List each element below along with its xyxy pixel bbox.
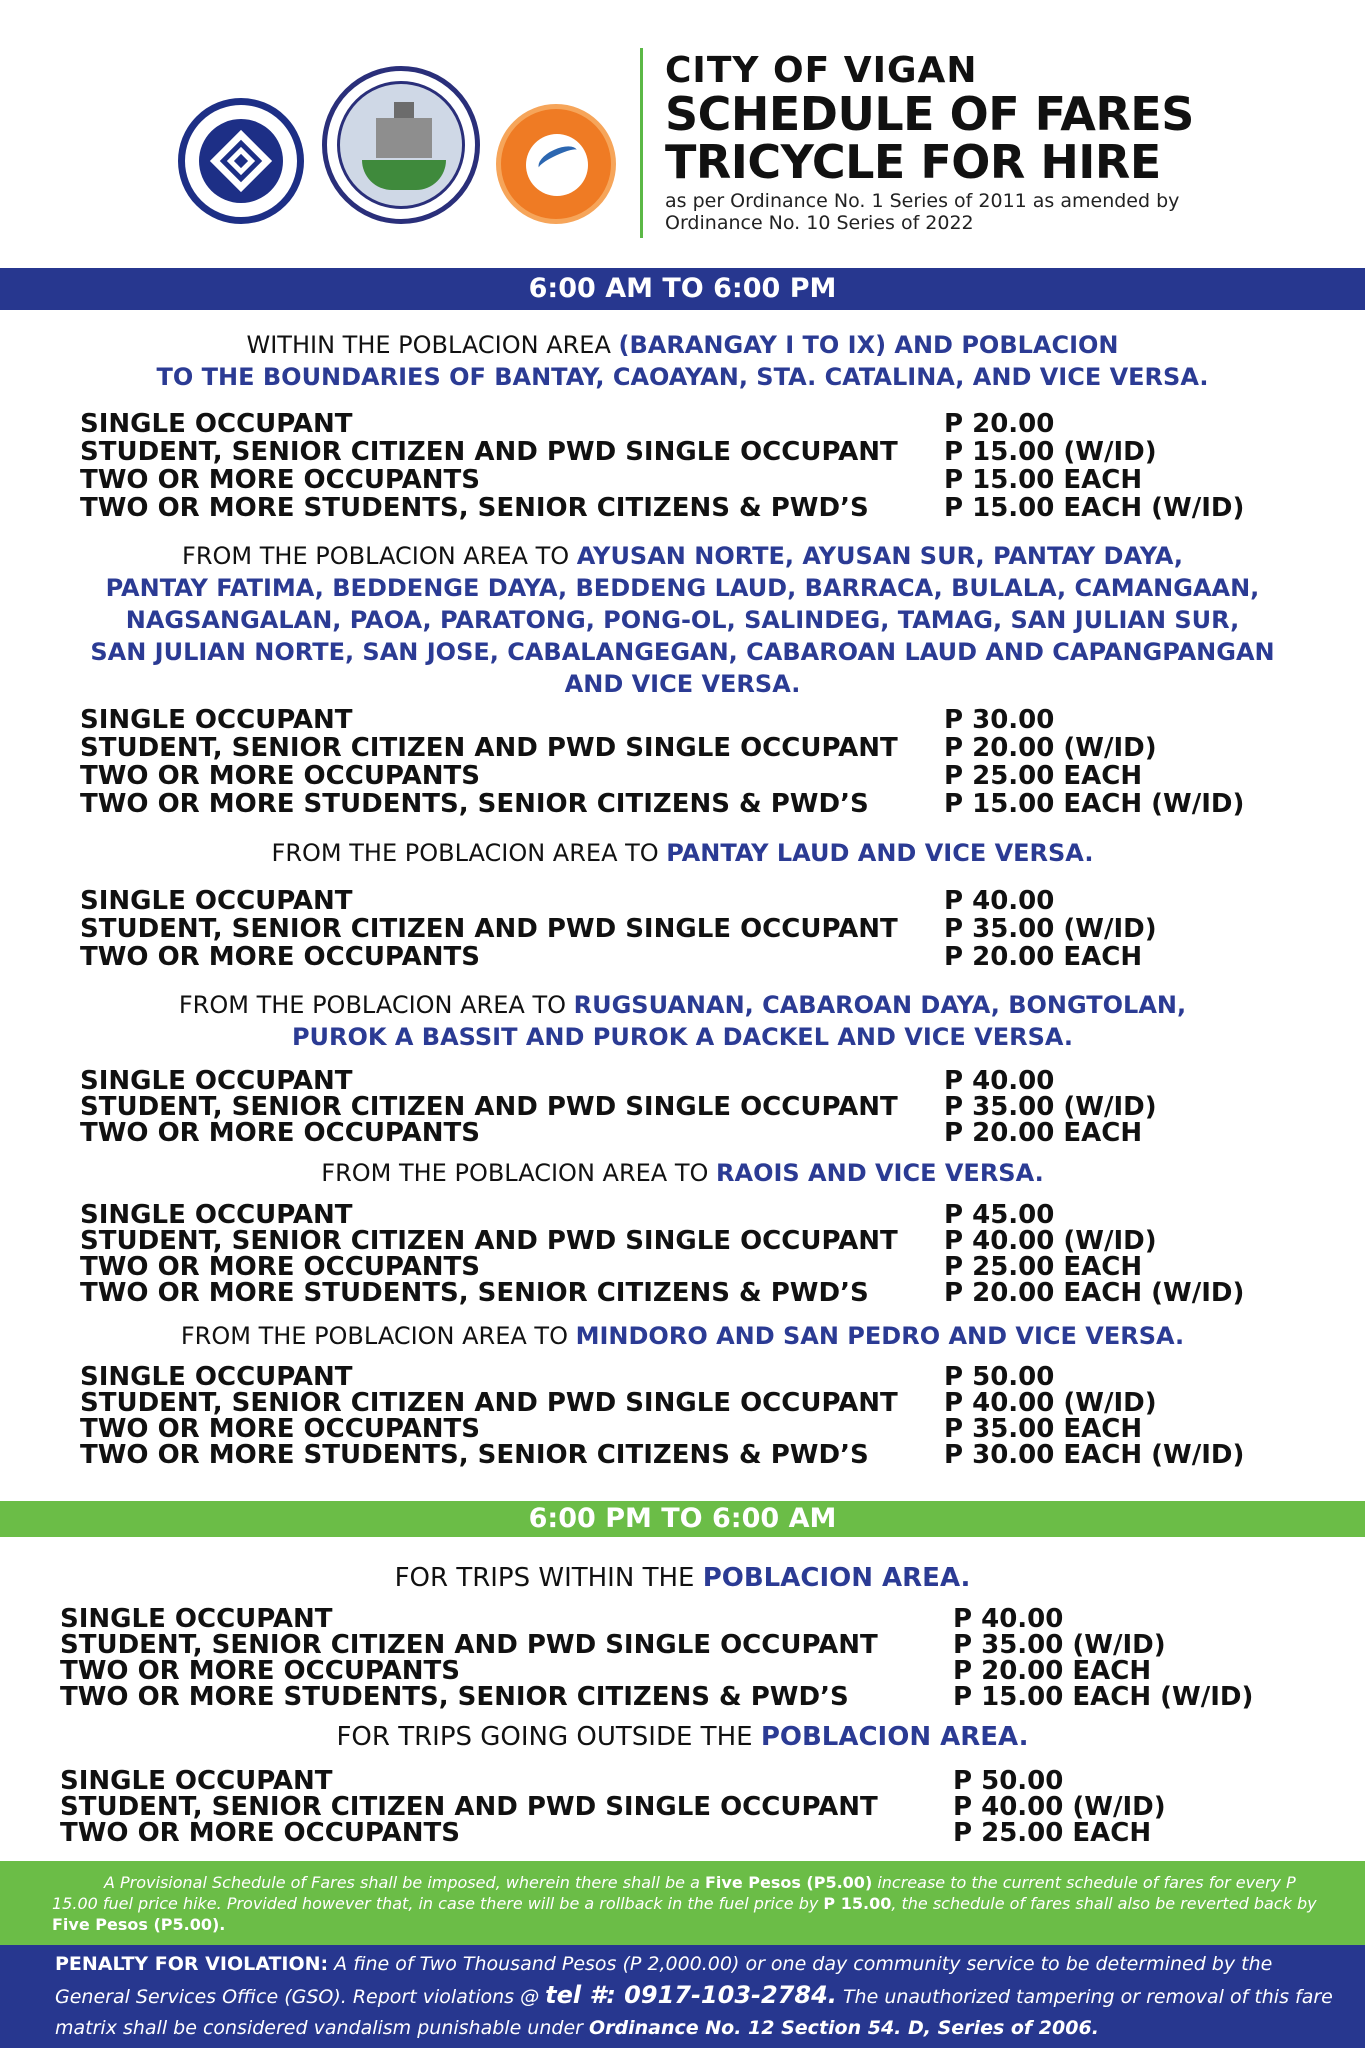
fare-amount: P 40.00	[944, 886, 1055, 916]
fare-label: STUDENT, SENIOR CITIZEN AND PWD SINGLE OCCUPANT	[80, 1226, 898, 1256]
fare-row	[60, 1630, 1300, 1660]
fare-label: STUDENT, SENIOR CITIZEN AND PWD SINGLE OCCUPANT	[80, 1092, 898, 1122]
fare-row	[60, 1656, 1300, 1686]
fare-label: STUDENT, SENIOR CITIZEN AND PWD SINGLE OCCUPANT	[60, 1792, 878, 1822]
fare-row	[60, 1792, 1300, 1822]
fare-row	[80, 733, 1280, 761]
fare-amount: P 35.00 (W/ID)	[944, 1092, 1157, 1122]
route-highlight: POBLACION AREA.	[760, 1722, 1029, 1752]
night-schedule-band: 6:00 PM TO 6:00 AM	[0, 1501, 1365, 1537]
route-highlight: RAOIS AND VICE VERSA.	[716, 1159, 1044, 1187]
fare-amount: P 35.00 (W/ID)	[944, 914, 1157, 944]
fare-row	[60, 1766, 1300, 1796]
fare-label: STUDENT, SENIOR CITIZEN AND PWD SINGLE OCCUPANT	[60, 1630, 878, 1660]
fare-row	[80, 1440, 1280, 1470]
fare-amount: P 40.00 (W/ID)	[944, 1226, 1157, 1256]
fare-amount: P 20.00 EACH	[944, 942, 1143, 972]
fare-amount: P 40.00	[944, 1066, 1055, 1096]
fare-list	[80, 886, 1280, 970]
route-title-night-within	[40, 1562, 1325, 1594]
header	[0, 0, 1365, 262]
day-schedule-band: 6:00 AM TO 6:00 PM	[0, 268, 1365, 310]
fare-amount: P 50.00	[953, 1766, 1064, 1796]
route-highlight: PANTAY LAUD AND VICE VERSA.	[666, 839, 1094, 867]
ordinance-line-1: as per Ordinance No. 1 Series of 2011 as amended by	[665, 190, 1180, 212]
fare-label: TWO OR MORE STUDENTS, SENIOR CITIZENS & PWD’S	[80, 789, 869, 819]
fare-row	[80, 1414, 1280, 1444]
penalty-heading: PENALTY FOR VIOLATION:	[55, 1953, 329, 1975]
penalty-ordinance: Ordinance No. 12 Section 54. D, Series of 2006.	[589, 2017, 1099, 2039]
fare-row	[80, 886, 1280, 914]
fare-label: SINGLE OCCUPANT	[80, 1066, 353, 1096]
city-of-vigan-seal-icon	[322, 66, 480, 224]
fare-list	[80, 1200, 1280, 1308]
fare-row	[60, 1604, 1300, 1634]
fare-amount: P 35.00 (W/ID)	[953, 1630, 1166, 1660]
route-prefix: WITHIN THE POBLACION AREA	[246, 331, 619, 359]
notice-text: A Provisional Schedule of Fares shall be imposed, wherein there shall be a	[104, 1873, 705, 1892]
fare-amount: P 40.00 (W/ID)	[944, 1388, 1157, 1418]
fare-amount: P 25.00 EACH	[953, 1818, 1152, 1848]
route-highlight: PANTAY FATIMA, BEDDENGE DAYA, BEDDENG LAUD, BARRACA, BULALA, CAMANGAAN,	[105, 574, 1260, 602]
route-highlight: RUGSUANAN, CABAROAN DAYA, BONGTOLAN,	[573, 991, 1187, 1019]
fare-label: TWO OR MORE OCCUPANTS	[60, 1656, 460, 1686]
world-heritage-logo-icon	[178, 98, 304, 224]
fare-label: SINGLE OCCUPANT	[60, 1604, 333, 1634]
fare-label: TWO OR MORE OCCUPANTS	[80, 761, 480, 791]
fare-label: TWO OR MORE OCCUPANTS	[60, 1818, 460, 1848]
route-title-night-outside	[40, 1721, 1325, 1753]
fare-amount: P 40.00	[953, 1604, 1064, 1634]
fare-amount: P 15.00 EACH (W/ID)	[944, 789, 1245, 819]
fare-amount: P 20.00	[944, 409, 1055, 439]
fare-label: TWO OR MORE STUDENTS, SENIOR CITIZENS & PWD’S	[80, 1278, 869, 1308]
notice-bold: Five Pesos (P5.00)	[704, 1873, 873, 1892]
route-prefix: FROM THE POBLACION AREA TO	[182, 542, 577, 570]
fare-label: TWO OR MORE OCCUPANTS	[80, 1252, 480, 1282]
fare-label: TWO OR MORE OCCUPANTS	[80, 942, 480, 972]
route-prefix: FROM THE POBLACION AREA TO	[321, 1159, 717, 1187]
route-title-pantay-laud	[40, 837, 1325, 869]
route-prefix: FROM THE POBLACION AREA TO	[271, 839, 667, 867]
fare-list	[80, 1066, 1280, 1148]
fare-amount: P 20.00 EACH	[944, 1118, 1143, 1148]
fare-label: STUDENT, SENIOR CITIZEN AND PWD SINGLE OCCUPANT	[80, 914, 898, 944]
fare-amount: P 15.00 (W/ID)	[944, 437, 1157, 467]
fare-amount: P 45.00	[944, 1200, 1055, 1230]
fare-row	[80, 493, 1280, 521]
route-prefix: FROM THE POBLACION AREA TO	[180, 1322, 576, 1350]
provisional-fare-notice	[0, 1861, 1365, 1945]
fare-label: STUDENT, SENIOR CITIZEN AND PWD SINGLE OCCUPANT	[80, 1388, 898, 1418]
fare-amount: P 25.00 EACH	[944, 761, 1143, 791]
penalty-text: The unauthorized tampering or removal of this fare matrix shall be considered vandalism punishable under	[55, 1986, 1333, 2039]
fare-label: SINGLE OCCUPANT	[60, 1766, 333, 1796]
fare-amount: P 30.00 EACH (W/ID)	[944, 1440, 1245, 1470]
route-highlight: AND VICE VERSA.	[564, 670, 801, 698]
report-phone-number: 0917-103-2784.	[615, 1981, 837, 2009]
fare-row	[80, 1252, 1280, 1282]
fare-label: SINGLE OCCUPANT	[80, 1362, 353, 1392]
fare-label: TWO OR MORE OCCUPANTS	[80, 1118, 480, 1148]
fare-row	[80, 1118, 1280, 1148]
route-title-outer-barangays	[40, 540, 1325, 700]
route-title-raois	[40, 1157, 1325, 1189]
route-highlight: PUROK A BASSIT AND PUROK A DACKEL AND VICE VERSA.	[291, 1023, 1074, 1051]
header-divider	[640, 48, 643, 238]
fare-list	[80, 705, 1280, 817]
notice-bold: P 15.00	[823, 1894, 892, 1913]
fare-list	[80, 1362, 1280, 1470]
notice-bold: Five Pesos (P5.00).	[52, 1915, 226, 1934]
fare-row	[80, 914, 1280, 942]
route-highlight: TO THE BOUNDARIES OF BANTAY, CAOAYAN, STA. CATALINA, AND VICE VERSA.	[156, 363, 1209, 391]
fare-row	[80, 465, 1280, 493]
notice-text: increase to the current schedule of fares for every P 15.00 fuel price hike. Provided however that, in case there will be a rollback in the fuel price by	[52, 1873, 1296, 1913]
fare-amount: P 50.00	[944, 1362, 1055, 1392]
fare-label: STUDENT, SENIOR CITIZEN AND PWD SINGLE OCCUPANT	[80, 437, 898, 467]
route-highlight: NAGSANGALAN, PAOA, PARATONG, PONG-OL, SALINDEG, TAMAG, SAN JULIAN SUR,	[125, 606, 1240, 634]
fare-amount: P 25.00 EACH	[944, 1252, 1143, 1282]
tel-label: tel #:	[545, 1981, 616, 2009]
penalty-text: A fine of Two Thousand Pesos (P 2,000.00) or one day community service to be determined by the General Services Office (GSO). Report violations @	[55, 1953, 1273, 2008]
route-title-poblacion	[40, 329, 1325, 393]
fare-label: SINGLE OCCUPANT	[80, 705, 353, 735]
fare-list	[60, 1604, 1300, 1712]
fare-label: TWO OR MORE OCCUPANTS	[80, 465, 480, 495]
fare-amount: P 40.00 (W/ID)	[953, 1792, 1166, 1822]
fare-amount: P 20.00 (W/ID)	[944, 733, 1157, 763]
route-prefix: FROM THE POBLACION AREA TO	[178, 991, 574, 1019]
ordinance-line-2: Ordinance No. 10 Series of 2022	[665, 212, 974, 234]
route-highlight: AYUSAN NORTE, AYUSAN SUR, PANTAY DAYA,	[576, 542, 1183, 570]
fare-row	[80, 409, 1280, 437]
fare-amount: P 35.00 EACH	[944, 1414, 1143, 1444]
fare-amount: P 20.00 EACH (W/ID)	[944, 1278, 1245, 1308]
new-7-wonder-city-logo-icon	[496, 104, 616, 224]
route-prefix: FOR TRIPS WITHIN THE	[394, 1563, 703, 1593]
fare-row	[80, 1362, 1280, 1392]
fare-row	[80, 1278, 1280, 1308]
fare-row	[80, 1226, 1280, 1256]
fare-row	[80, 1200, 1280, 1230]
fare-row	[80, 705, 1280, 733]
fare-row	[80, 942, 1280, 970]
fare-amount: P 15.00 EACH (W/ID)	[944, 493, 1245, 523]
title-line-1: SCHEDULE OF FARES	[665, 87, 1194, 141]
fare-amount: P 15.00 EACH	[944, 465, 1143, 495]
fare-row	[80, 1066, 1280, 1096]
fare-label: TWO OR MORE STUDENTS, SENIOR CITIZENS & PWD’S	[80, 1440, 869, 1470]
fare-amount: P 15.00 EACH (W/ID)	[953, 1682, 1254, 1712]
fare-list	[80, 409, 1280, 521]
fare-label: SINGLE OCCUPANT	[80, 886, 353, 916]
fare-amount: P 20.00 EACH	[953, 1656, 1152, 1686]
route-highlight: MINDORO AND SAN PEDRO AND VICE VERSA.	[575, 1322, 1185, 1350]
fare-label: TWO OR MORE STUDENTS, SENIOR CITIZENS & PWD’S	[80, 493, 869, 523]
route-title-rugsuanan	[40, 989, 1325, 1053]
route-prefix: FOR TRIPS GOING OUTSIDE THE	[336, 1722, 761, 1752]
city-title: CITY OF VIGAN	[665, 50, 978, 91]
fare-label: TWO OR MORE STUDENTS, SENIOR CITIZENS & PWD’S	[60, 1682, 849, 1712]
fare-row	[60, 1682, 1300, 1712]
title-line-2: TRICYCLE FOR HIRE	[665, 135, 1161, 189]
fare-list	[60, 1766, 1300, 1848]
title-block	[665, 52, 1355, 234]
notice-text: , the schedule of fares shall also be reverted back by	[891, 1894, 1317, 1913]
route-title-mindoro	[40, 1320, 1325, 1352]
fare-row	[60, 1818, 1300, 1848]
fare-label: TWO OR MORE OCCUPANTS	[80, 1414, 480, 1444]
fare-row	[80, 1092, 1280, 1122]
fare-label: SINGLE OCCUPANT	[80, 409, 353, 439]
fare-label: SINGLE OCCUPANT	[80, 1200, 353, 1230]
fare-row	[80, 437, 1280, 465]
route-highlight: POBLACION AREA.	[702, 1563, 971, 1593]
fare-row	[80, 1388, 1280, 1418]
fare-row	[80, 761, 1280, 789]
fare-row	[80, 789, 1280, 817]
fare-label: STUDENT, SENIOR CITIZEN AND PWD SINGLE OCCUPANT	[80, 733, 898, 763]
route-highlight: SAN JULIAN NORTE, SAN JOSE, CABALANGEGAN, CABAROAN LAUD AND CAPANGPANGAN	[90, 638, 1275, 666]
route-highlight: (BARANGAY I TO IX) AND POBLACION	[618, 331, 1119, 359]
penalty-notice	[0, 1945, 1365, 2048]
fare-amount: P 30.00	[944, 705, 1055, 735]
